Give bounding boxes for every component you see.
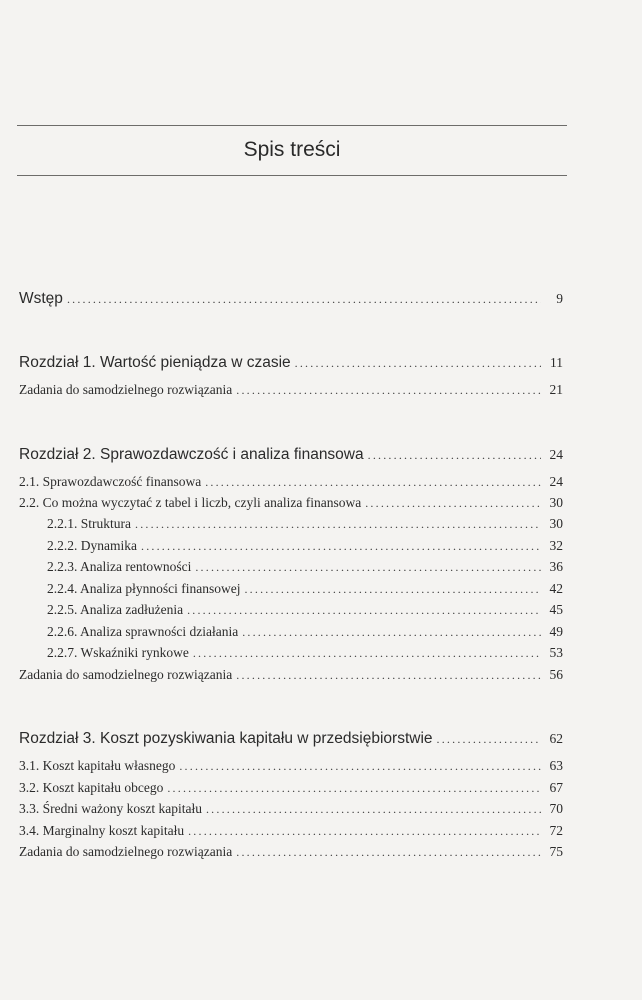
dot-leader (195, 560, 541, 575)
toc-entry-page: 32 (549, 538, 563, 553)
dot-leader (179, 759, 541, 774)
toc-entry-2-2[interactable] (19, 495, 563, 511)
toc-entry-page: 70 (549, 801, 563, 816)
dot-leader (141, 539, 541, 554)
toc-entry-label: Zadania do samodzielnego rozwiązania (19, 382, 233, 397)
toc-entry-page: 11 (550, 355, 563, 370)
toc-entry-2-1[interactable] (19, 474, 563, 490)
dot-leader (368, 448, 541, 463)
toc-entry-label: 2.2.3. Analiza rentowności (47, 559, 192, 574)
toc-entry-ch3-exercises[interactable] (19, 844, 563, 860)
toc-entry-2-2-3[interactable] (19, 559, 563, 575)
top-rule (17, 125, 567, 126)
dot-leader (244, 582, 541, 597)
toc-entry-label: 3.4. Marginalny koszt kapitału (19, 823, 185, 838)
toc-entry-label: 2.2.2. Dynamika (47, 538, 137, 553)
toc-entry-2-2-7[interactable] (19, 645, 563, 661)
toc-entry-page: 30 (549, 516, 563, 531)
toc-entry-2-2-2[interactable] (19, 538, 563, 554)
toc-entry-2-2-5[interactable] (19, 602, 563, 618)
dot-leader (236, 383, 541, 398)
dot-leader (193, 646, 541, 661)
toc-entry-label: Rozdział 3. Koszt pozyskiwania kapitału w przedsiębiorstwie (19, 730, 433, 747)
toc-entry-page: 30 (549, 495, 563, 510)
toc-entry-ch1-exercises[interactable] (19, 382, 563, 398)
toc-entry-label: 2.2.1. Struktura (47, 516, 131, 531)
toc-entry-label: 2.2.7. Wskaźniki rynkowe (47, 645, 189, 660)
toc-entry-ch2-exercises[interactable] (19, 667, 563, 683)
toc-entry-label: 3.3. Średni ważony koszt kapitału (19, 801, 202, 816)
dot-leader (206, 802, 541, 817)
dot-leader (205, 475, 541, 490)
toc-entry-label: Rozdział 1. Wartość pieniądza w czasie (19, 354, 291, 371)
toc-entry-label: 2.2.6. Analiza sprawności działania (47, 624, 239, 639)
toc-entry-chapter-3[interactable] (19, 730, 563, 748)
toc-entry-page: 24 (549, 474, 563, 489)
dot-leader (437, 732, 541, 747)
toc-entry-label: Zadania do samodzielnego rozwiązania (19, 667, 233, 682)
toc-entry-page: 72 (549, 823, 563, 838)
page-title: Spis treści (243, 138, 341, 161)
toc-entry-2-2-6[interactable] (19, 624, 563, 640)
toc-entry-label: Wstęp (19, 290, 63, 307)
toc-entry-chapter-1[interactable] (19, 354, 563, 372)
toc-entry-label: 3.1. Koszt kapitału własnego (19, 758, 176, 773)
toc-entry-label: Zadania do samodzielnego rozwiązania (19, 844, 233, 859)
toc-entry-page: 63 (549, 758, 563, 773)
toc-entry-page: 42 (549, 581, 563, 596)
toc-entry-label: 2.2.4. Analiza płynności finansowej (47, 581, 241, 596)
toc-entry-label: 3.2. Koszt kapitału obcego (19, 780, 164, 795)
dot-leader (295, 356, 541, 371)
toc-entry-3-1[interactable] (19, 758, 563, 774)
dot-leader (187, 603, 541, 618)
toc-entry-page: 53 (549, 645, 563, 660)
toc-entry-page: 45 (549, 602, 563, 617)
title-rule (17, 175, 567, 176)
toc-entry-page: 67 (549, 780, 563, 795)
toc-entry-label: 2.2. Co można wyczytać z tabel i liczb, czyli analiza finansowa (19, 495, 362, 510)
dot-leader (236, 845, 541, 860)
dot-leader (135, 517, 541, 532)
toc-entry-page: 24 (549, 447, 563, 462)
toc-entry-2-2-4[interactable] (19, 581, 563, 597)
toc-entry-2-2-1[interactable] (19, 516, 563, 532)
toc-entry-intro[interactable] (19, 290, 563, 308)
toc-entry-page: 62 (549, 731, 563, 746)
dot-leader (67, 292, 541, 307)
dot-leader (188, 824, 541, 839)
toc-entry-page: 75 (549, 844, 563, 859)
toc-entry-label: 2.2.5. Analiza zadłużenia (47, 602, 184, 617)
toc-entry-page: 21 (549, 382, 563, 397)
toc-entry-page: 9 (556, 291, 563, 306)
toc-entry-page: 56 (549, 667, 563, 682)
toc-entry-page: 49 (549, 624, 563, 639)
toc-entry-label: Rozdział 2. Sprawozdawczość i analiza finansowa (19, 446, 364, 463)
toc-entry-label: 2.1. Sprawozdawczość finansowa (19, 474, 202, 489)
toc-entry-page: 36 (549, 559, 563, 574)
dot-leader (167, 781, 541, 796)
dot-leader (365, 496, 541, 511)
toc-entry-3-3[interactable] (19, 801, 563, 817)
dot-leader (242, 625, 541, 640)
toc-entry-3-4[interactable] (19, 823, 563, 839)
toc-entry-chapter-2[interactable] (19, 446, 563, 464)
toc-entry-3-2[interactable] (19, 780, 563, 796)
dot-leader (236, 668, 541, 683)
